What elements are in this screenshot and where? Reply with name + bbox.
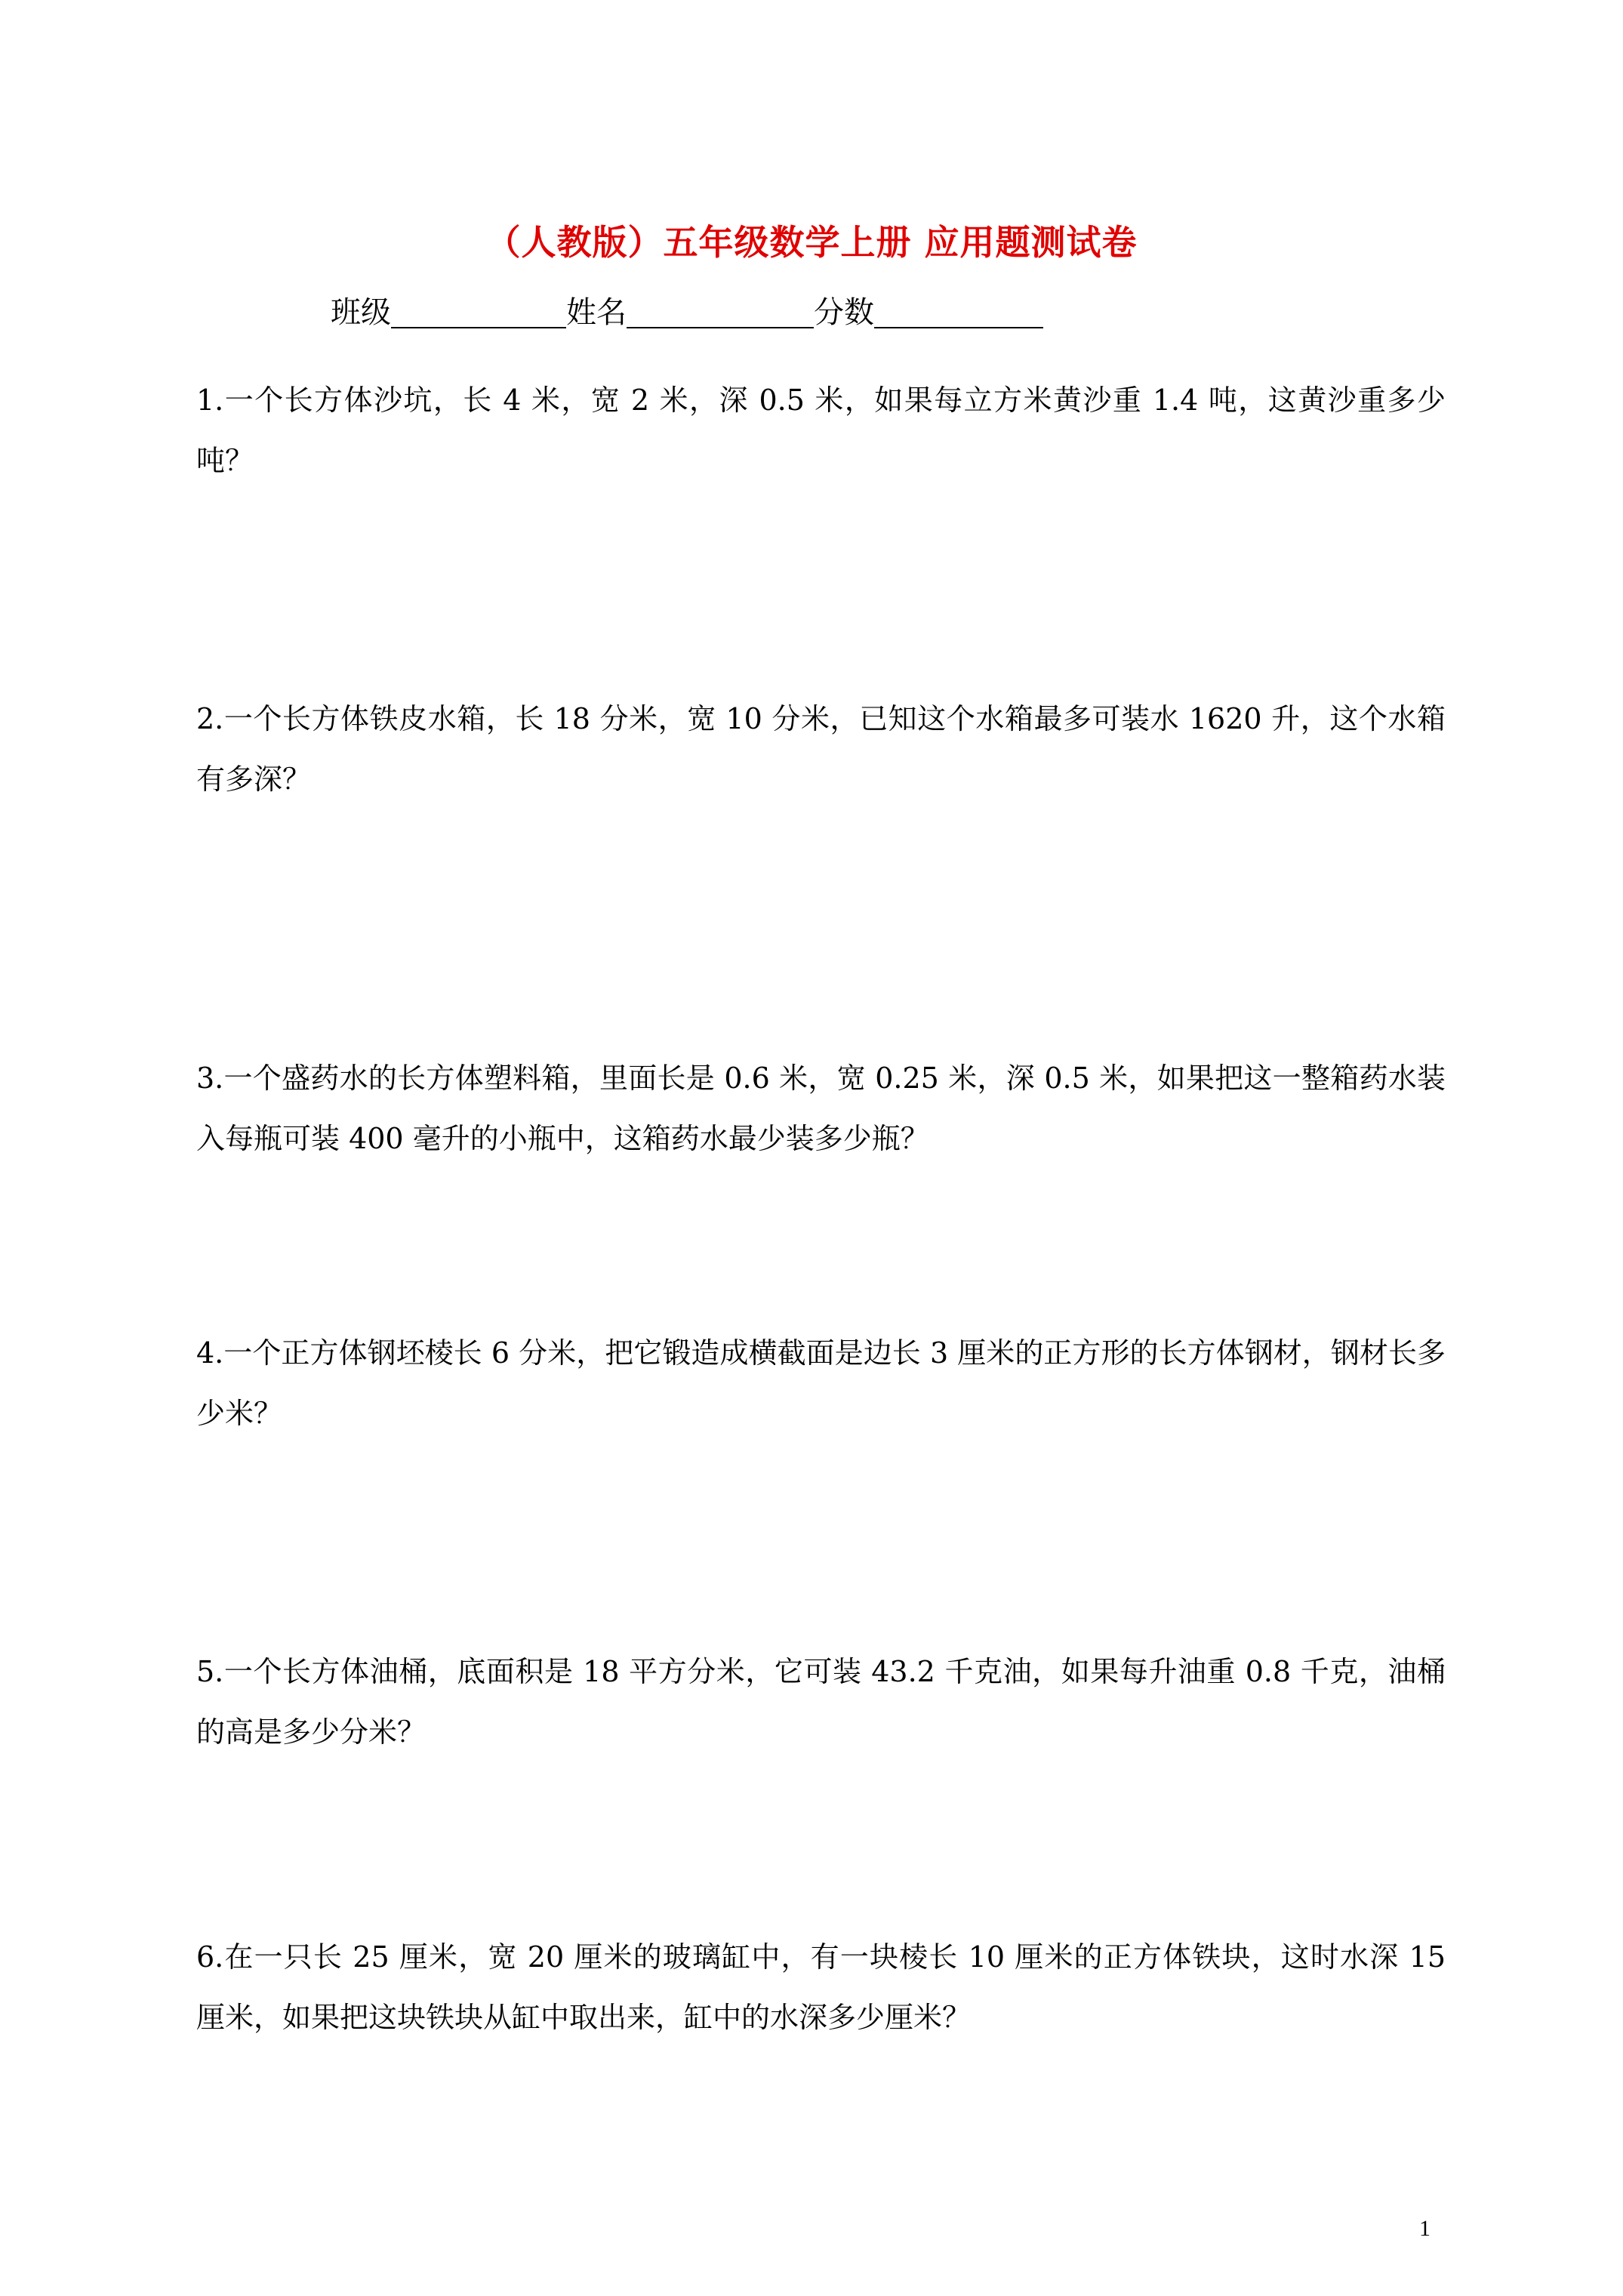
score-label: 分数: [814, 295, 874, 330]
page-number: 1: [1419, 2216, 1431, 2241]
score-blank: [874, 297, 1043, 328]
question-2: 2.一个长方体铁皮水箱，长 18 分米，宽 10 分米，已知这个水箱最多可装水 1620 升，这个水箱有多深？: [196, 702, 1446, 796]
question-6: 6.在一只长 25 厘米，宽 20 厘米的玻璃缸中，有一块棱长 10 厘米的正方体铁块，这时水深 15 厘米，如果把这块铁块从缸中取出来，缸中的水深多少厘米？: [196, 1940, 1446, 2034]
name-blank: [627, 297, 814, 328]
question-3: 3.一个盛药水的长方体塑料箱，里面长是 0.6 米，宽 0.25 米，深 0.5 米，如果把这一整箱药水装入每瓶可装 400 毫升的小瓶中，这箱药水最少装多少瓶？: [196, 1062, 1446, 1155]
question-4: 4.一个正方体钢坯棱长 6 分米，把它锻造成横截面是边长 3 厘米的正方形的长方体钢材，钢材长多少米？: [196, 1336, 1446, 1430]
class-blank: [391, 297, 566, 328]
page-title: （人教版）五年级数学上册 应用题测试卷: [485, 222, 1138, 263]
class-label: 班级: [331, 295, 391, 330]
student-info-row: [331, 288, 1043, 331]
question-5: 5.一个长方体油桶，底面积是 18 平方分米，它可装 43.2 千克油，如果每升油重 0.8 千克，油桶的高是多少分米？: [196, 1655, 1446, 1749]
name-label: 姓名: [566, 295, 627, 330]
question-1: 1.一个长方体沙坑，长 4 米，宽 2 米，深 0.5 米，如果每立方米黄沙重 1.4 吨，这黄沙重多少吨？: [196, 384, 1446, 477]
